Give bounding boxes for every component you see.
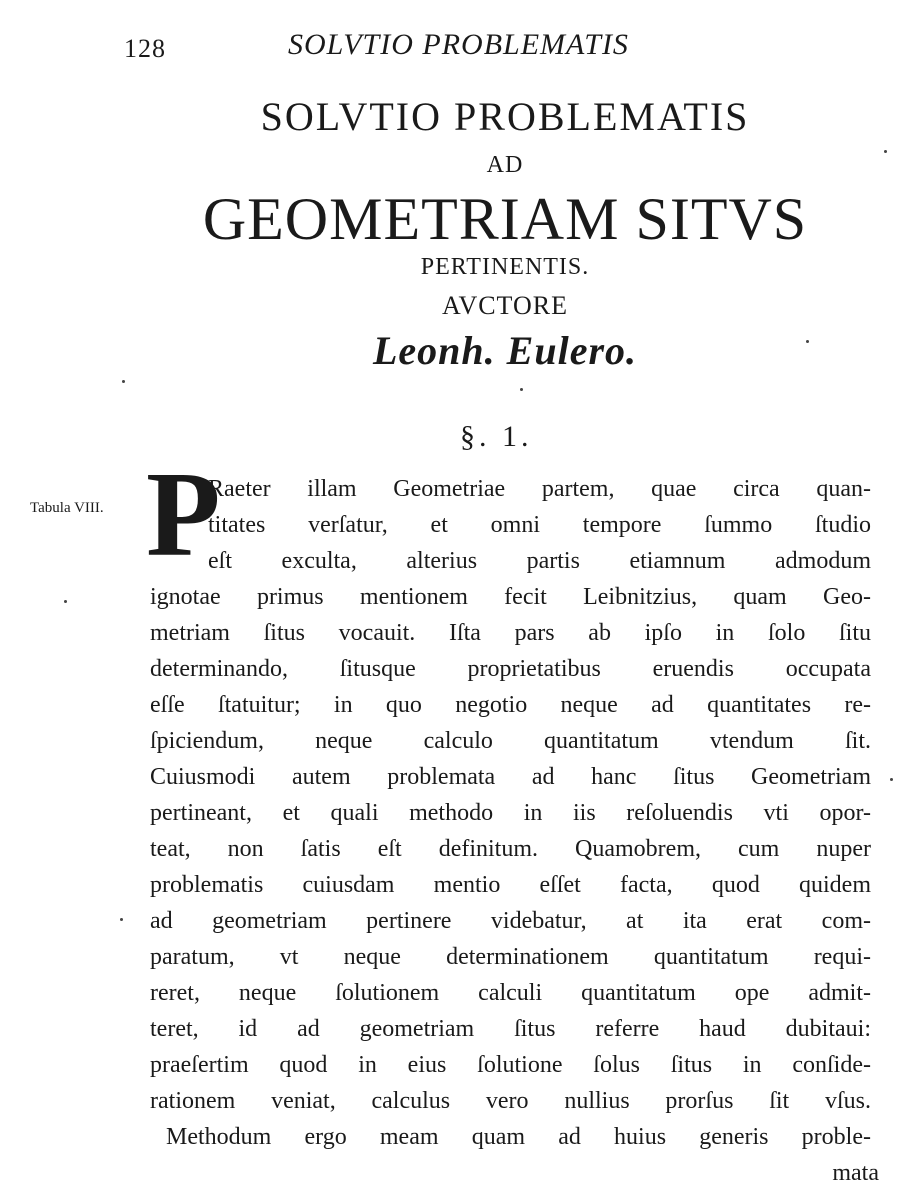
body-line: ignotae primus mentionem fecit Leibnitzius, quam Geo- bbox=[150, 584, 871, 610]
scan-speck bbox=[120, 918, 123, 921]
scan-speck bbox=[806, 340, 809, 343]
scan-speck bbox=[64, 600, 67, 603]
title-line-auctore: AVCTORE bbox=[442, 291, 568, 320]
title-author: Leonh. Eulero. bbox=[372, 328, 638, 373]
body-line: Cuiusmodi autem problemata ad hanc ſitus Geometriam bbox=[150, 764, 871, 790]
drop-cap: P bbox=[146, 447, 221, 582]
body-line: rationem veniat, calculus vero nullius prorſus ſit vſus. bbox=[150, 1088, 871, 1114]
title-line-ad: AD bbox=[486, 152, 524, 178]
running-head bbox=[0, 28, 899, 68]
title-line-geometriam: GEOMETRIAM SITVS bbox=[202, 186, 808, 252]
body-line: teret, id ad geometriam ſitus referre haud dubitaui: bbox=[150, 1016, 871, 1042]
catchword: mata bbox=[832, 1160, 879, 1186]
scan-speck bbox=[890, 778, 893, 781]
body-line: ſpiciendum, neque calculo quantitatum vtendum ſit. bbox=[150, 728, 871, 754]
scan-speck bbox=[884, 150, 887, 153]
body-line: metriam ſitus vocauit. Iſta pars ab ipſo in ſolo ſitu bbox=[150, 620, 871, 646]
body-line: reret, neque ſolutionem calculi quantitatum ope admit- bbox=[150, 980, 871, 1006]
section-mark: §. 1. bbox=[460, 420, 533, 453]
body-line: determinando, ſitusque proprietatibus eruendis occupata bbox=[150, 656, 871, 682]
body-line: Raeter illam Geometriae partem, quae circa quan- bbox=[208, 476, 871, 502]
body-line: eſt exculta, alterius partis etiamnum admodum bbox=[208, 548, 871, 574]
running-title: SOLVTIO PROBLEMATIS bbox=[288, 28, 629, 61]
scan-speck bbox=[520, 388, 523, 391]
scan-speck bbox=[122, 380, 125, 383]
title-line-pertinentis: PERTINENTIS. bbox=[420, 254, 590, 280]
margin-note-tabula: Tabula VIII. bbox=[30, 500, 104, 516]
body-line: pertineant, et quali methodo in iis reſoluendis vti opor- bbox=[150, 800, 871, 826]
page-number: 128 bbox=[124, 34, 166, 63]
body-line: paratum, vt neque determinationem quantitatum requi- bbox=[150, 944, 871, 970]
body-line: titates verſatur, et omni tempore ſummo ſtudio bbox=[208, 512, 871, 538]
body-line: Methodum ergo meam quam ad huius generis proble- bbox=[166, 1124, 871, 1150]
title-line-solutio: SOLVTIO PROBLEMATIS bbox=[260, 94, 750, 139]
body-line: eſſe ſtatuitur; in quo negotio neque ad quantitates re- bbox=[150, 692, 871, 718]
body-line: problematis cuiusdam mentio eſſet facta, quod quidem bbox=[150, 872, 871, 898]
body-line: teat, non ſatis eſt definitum. Quamobrem, cum nuper bbox=[150, 836, 871, 862]
body-line: ad geometriam pertinere videbatur, at ita erat com- bbox=[150, 908, 871, 934]
body-line: praeſertim quod in eius ſolutione ſolus ſitus in conſide- bbox=[150, 1052, 871, 1078]
title-block bbox=[130, 92, 880, 374]
